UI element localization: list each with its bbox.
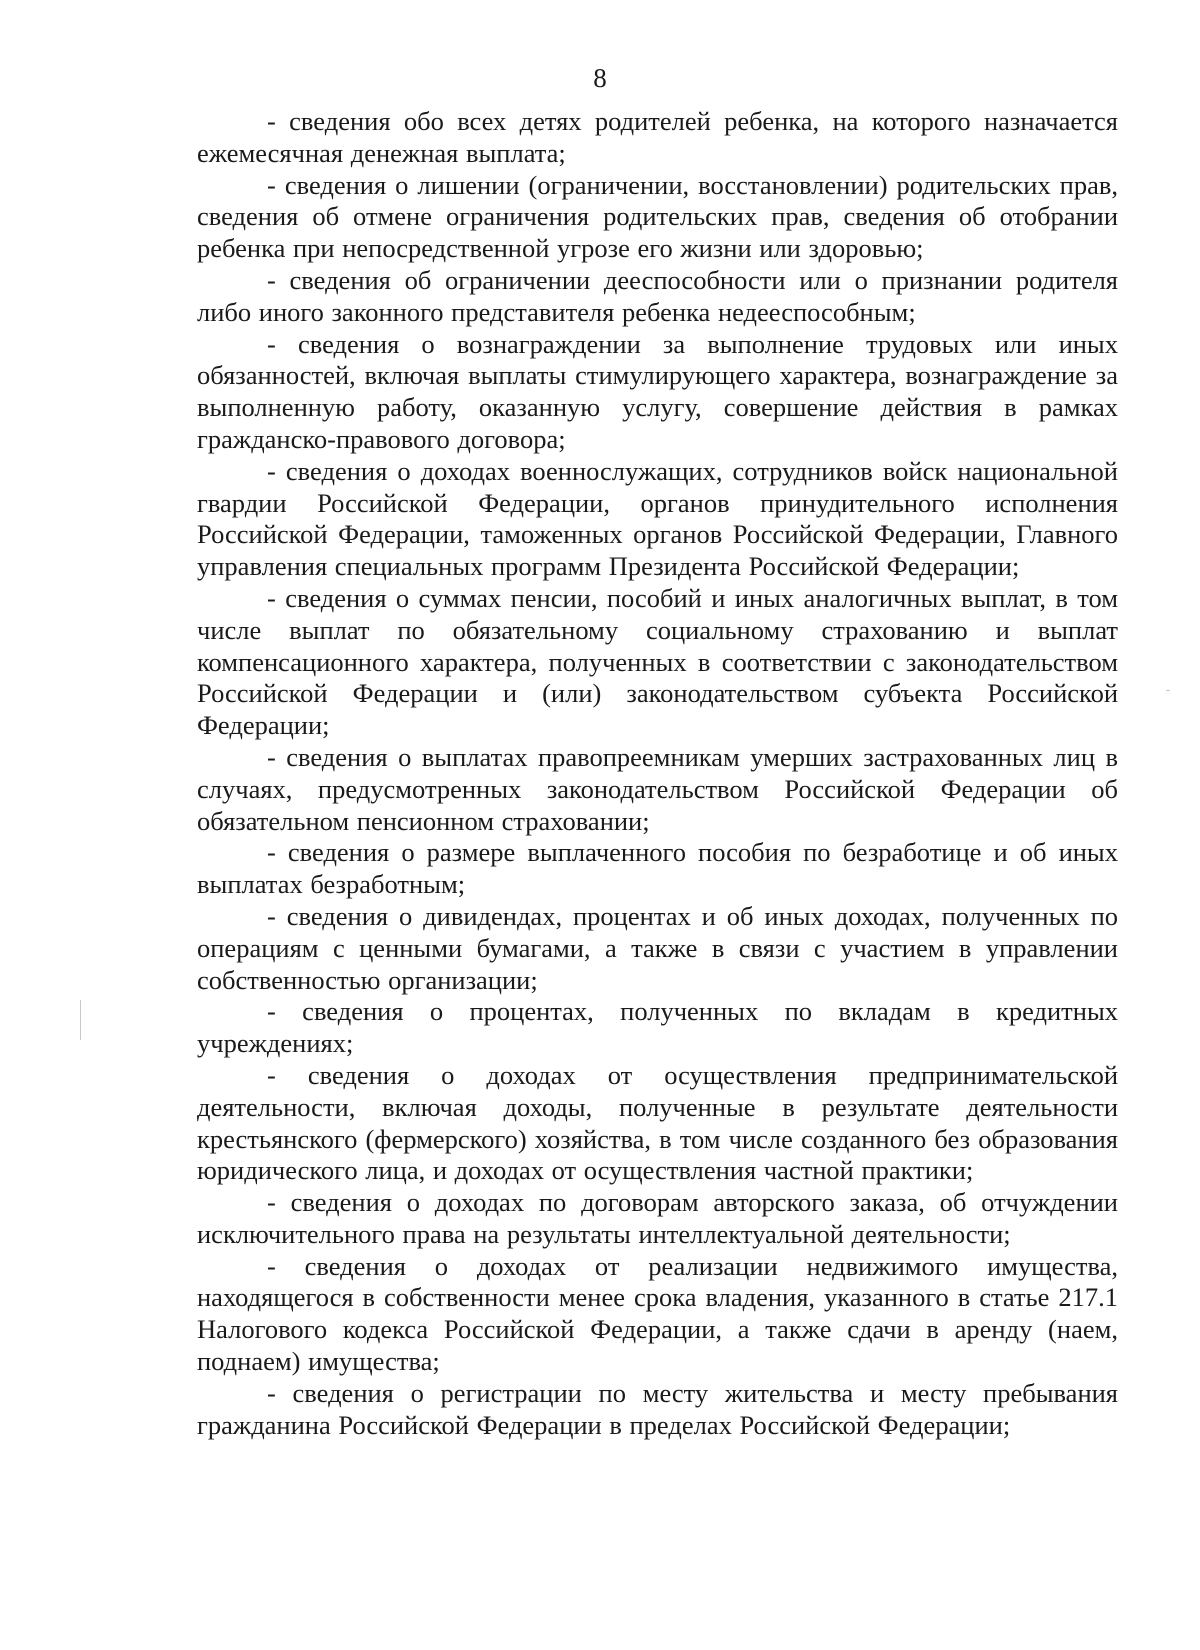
paragraph-business-income: - сведения о доходах от осуществления предпринимательской деятельности, включая доходы, полученные в результате деятельности крестьянского (фермерского) хозяйства, в том числе созданного без образования юридического лица, и доходах от осуществления частной практики;: [197, 1059, 1118, 1186]
scan-artifact-line: [80, 1000, 81, 1040]
paragraph-children-info: - сведения обо всех детях родителей ребенка, на которого назначается ежемесячная денежная выплата;: [197, 106, 1118, 168]
paragraph-registration: - сведения о регистрации по месту жительства и месту пребывания гражданина Российской Федерации в пределах Российской Федерации;: [197, 1377, 1118, 1440]
paragraph-successor-payments: - сведения о выплатах правопреемникам умерших застрахованных лиц в случаях, предусмотренных законодательством Российской Федерации об обязательном пенсионном страховании;: [197, 741, 1118, 836]
paragraph-parental-rights: - сведения о лишении (ограничении, восстановлении) родительских прав, сведения об отмене ограничения родительских прав, сведения об отобрании ребенка при непосредственной угрозе его жизни или здоровью;: [197, 169, 1118, 264]
paragraph-dividends: - сведения о дивидендах, процентах и об иных доходах, полученных по операциям с ценными бумагами, а также в связи с участием в управлении собственностью организации;: [197, 900, 1118, 995]
paragraph-labor-remuneration: - сведения о вознаграждении за выполнение трудовых или иных обязанностей, включая выплаты стимулирующего характера, вознаграждение за выполненную работу, оказанную услугу, совершение действия в рамках гражданско-правового договора;: [197, 328, 1118, 454]
paragraph-unemployment-benefit: - сведения о размере выплаченного пособия по безработице и об иных выплатах безработным;: [197, 837, 1118, 900]
paragraph-military-income: - сведения о доходах военнослужащих, сотрудников войск национальной гвардии Российской Федерации, органов принудительного исполнения Российской Федерации, таможенных органов Российской Федерации, Главного управления специальных программ Президента Российской Федерации;: [197, 455, 1118, 582]
paragraph-deposit-interest: - сведения о процентах, полученных по вкладам в кредитных учреждениях;: [197, 996, 1118, 1059]
document-body: [197, 106, 1118, 1441]
paragraph-legal-capacity: - сведения об ограничении дееспособности или о признании родителя либо иного законного представителя ребенка недееспособным;: [197, 264, 1118, 327]
scan-artifact-dash: [1166, 690, 1170, 691]
page-number: 8: [593, 63, 607, 93]
paragraph-author-contracts: - сведения о доходах по договорам авторского заказа, об отчуждении исключительного права на результаты интеллектуальной деятельности;: [197, 1187, 1118, 1249]
paragraph-pensions-benefits: - сведения о суммах пенсии, пособий и иных аналогичных выплат, в том числе выплат по обязательному социальному страхованию и выплат компенсационного характера, полученных в соответствии с законодательством Российской Федерации и (или) законодательством субъекта Российской Федерации;: [197, 582, 1118, 741]
paragraph-real-estate-sale: - сведения о доходах от реализации недвижимого имущества, находящегося в собственности менее срока владения, указанного в статье 217.1 Налогового кодекса Российской Федерации, а также сдачи в аренду (наем, поднаем) имущества;: [197, 1250, 1118, 1377]
